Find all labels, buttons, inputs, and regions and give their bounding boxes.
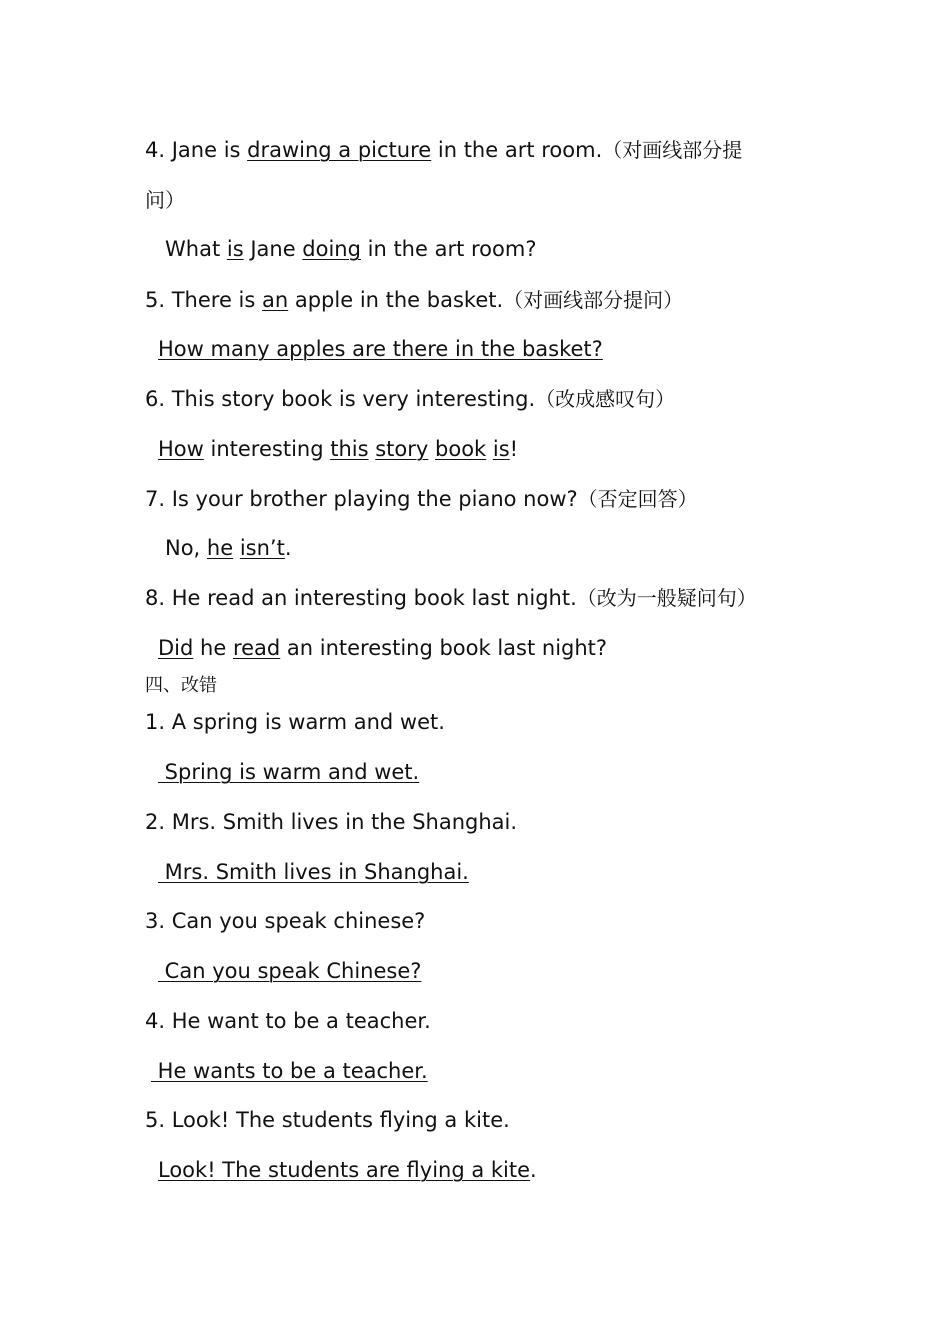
corrected-sentence: Spring is warm and wet. [158,760,420,784]
answer-blank: is [226,237,244,261]
question-4 [145,136,742,164]
answer-blank: read [232,636,281,660]
question-number: 4. [145,138,166,162]
answer-6 [158,435,518,463]
question-text: apple in the basket. [288,288,504,312]
question-text: He want to be a teacher. [165,1009,431,1033]
answer-blank: isn’t [239,536,285,560]
question-5 [145,286,683,314]
question-text: He read an interesting book last night. [165,586,577,610]
question-number: 5. [145,288,166,312]
question-text: Is your brother playing the piano now? [165,487,578,511]
instruction-note: （改成感叹句） [535,387,676,411]
instruction-note: （对画线部分提问） [503,288,684,312]
instruction-note: （对画线部分提 [602,138,743,162]
question-4-note-wrap: 问） [145,188,185,212]
error-item-1 [145,708,445,736]
answer-text [233,536,240,560]
answer-blank: book [435,437,487,461]
question-text: This story book is very interesting. [165,387,536,411]
corrected-sentence: Can you speak Chinese? [158,959,422,983]
correction-3 [158,957,421,985]
answer-text: interesting [203,437,331,461]
answer-text [486,437,493,461]
answer-text: . [530,1158,537,1182]
answer-4 [165,235,536,263]
answer-text: ! [509,437,519,461]
answer-blank: Did [158,636,194,660]
question-6 [145,385,675,413]
question-8 [145,584,757,612]
error-item-3 [145,907,425,935]
answer-blank: this [330,437,369,461]
answer-blank: story [375,437,429,461]
answer-text: an interesting book last night? [280,636,608,660]
question-number: 1. [145,710,166,734]
corrected-sentence: Mrs. Smith lives in Shanghai. [158,860,469,884]
corrected-sentence: Look! The students are flying a kite [158,1158,531,1182]
question-number: 6. [145,387,166,411]
question-number: 8. [145,586,166,610]
question-text: There is [165,288,262,312]
answer-text: Jane [243,237,303,261]
corrected-sentence: He wants to be a teacher. [151,1059,428,1083]
question-7 [145,485,698,513]
question-number: 2. [145,810,166,834]
question-text: in the art room. [431,138,603,162]
answer-8 [158,634,607,662]
correction-5 [158,1156,537,1184]
question-number: 4. [145,1009,166,1033]
underlined-phrase: drawing a picture [247,138,432,162]
answer-text: . [284,536,292,560]
question-text: Mrs. Smith lives in the Shanghai. [165,810,518,834]
section-heading: 四、改错 [145,675,217,696]
answer-blank: How [158,437,204,461]
error-item-5 [145,1106,510,1134]
question-number: 5. [145,1108,166,1132]
question-text: Can you speak chinese? [165,909,426,933]
question-number: 3. [145,909,166,933]
error-item-4 [145,1007,431,1035]
answer-text [428,437,435,461]
correction-2 [158,858,469,886]
instruction-note: （否定回答） [577,487,698,511]
instruction-note: （改为一般疑问句） [576,586,757,610]
answer-blank: doing [302,237,361,261]
correction-4 [151,1057,428,1085]
correction-1 [158,758,419,786]
question-text: Look! The students flying a kite. [165,1108,510,1132]
answer-blank: is [492,437,510,461]
question-text: Jane is [165,138,248,162]
underlined-phrase: an [262,288,289,312]
answer-5 [158,335,603,363]
question-number: 7. [145,487,166,511]
answer-text: in the art room? [360,237,537,261]
answer-7 [165,534,292,562]
answer-text: he [193,636,233,660]
question-text: A spring is warm and wet. [165,710,445,734]
answer-blank: How many apples are there in the basket? [158,337,603,361]
answer-text: What [165,237,227,261]
error-item-2 [145,808,517,836]
answer-blank: he [206,536,234,560]
answer-text: No, [165,536,207,560]
